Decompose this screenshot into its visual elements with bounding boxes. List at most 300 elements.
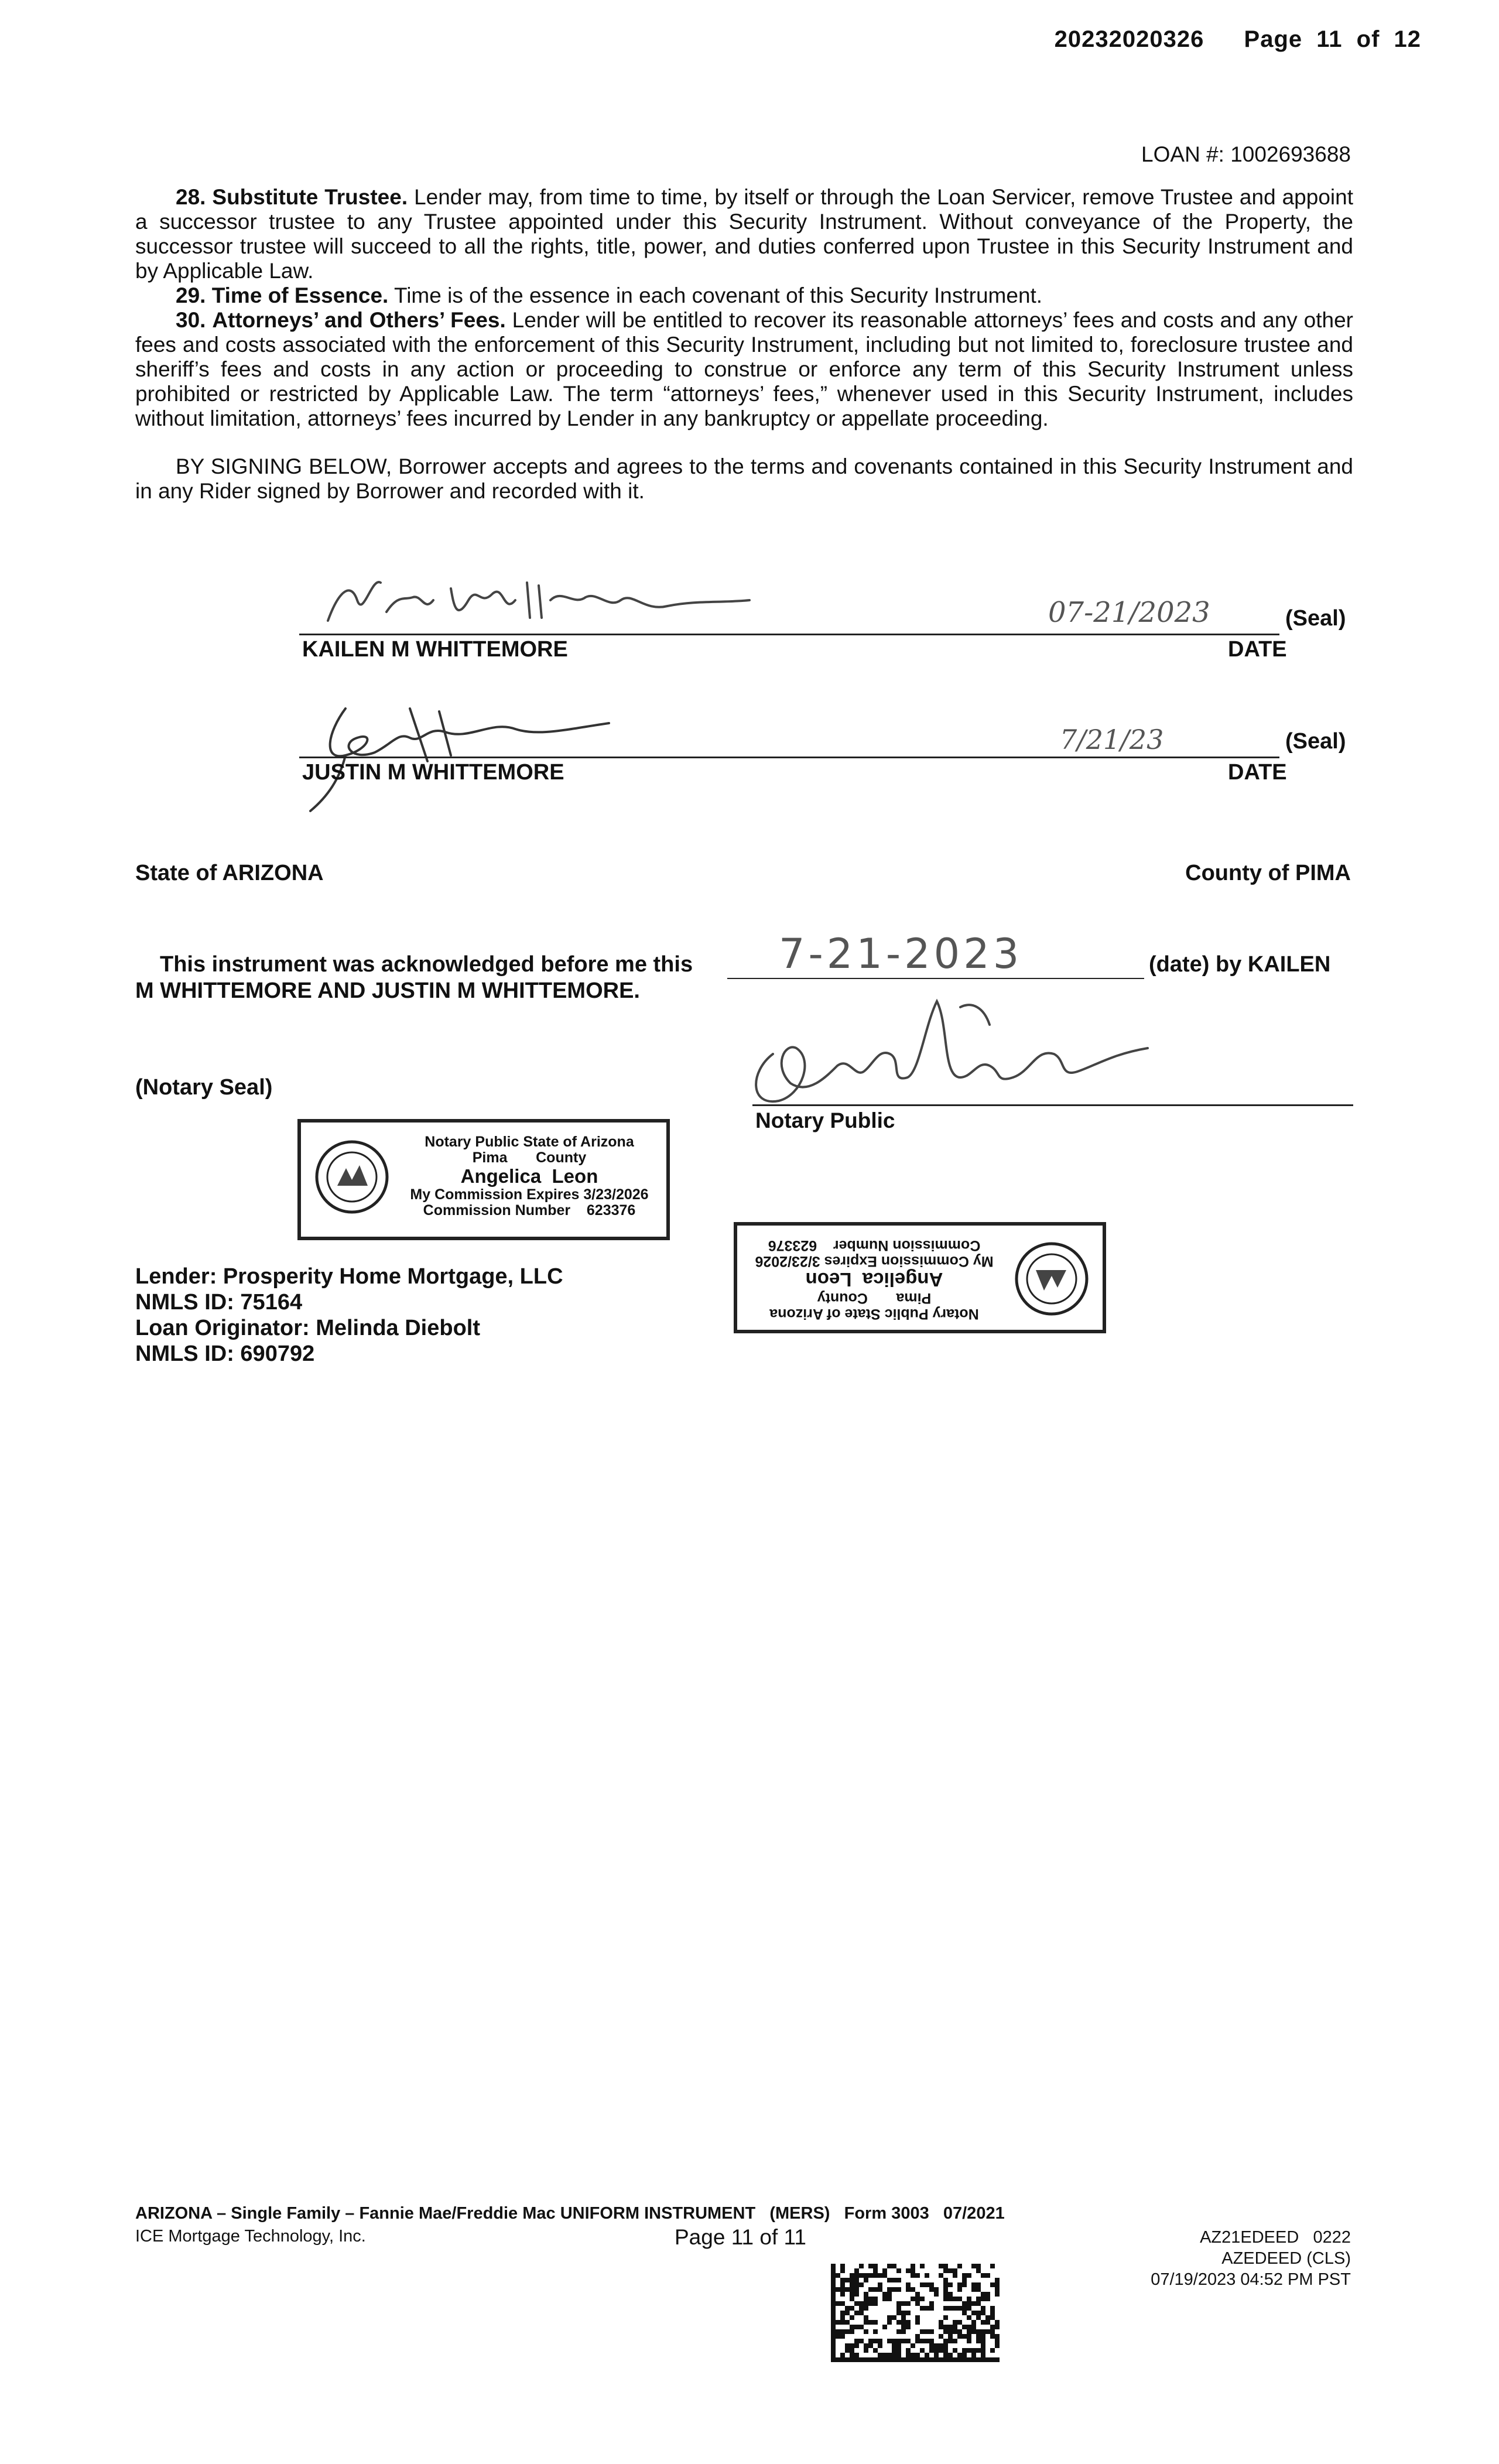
barcode-module [915, 2301, 920, 2306]
barcode-module [976, 2297, 981, 2301]
covenants-block [135, 185, 1353, 504]
stamp-line-4: My Commission Expires 3/23/2026 [410, 1186, 649, 1203]
section-number: 28. [176, 185, 206, 209]
barcode-module [836, 2357, 840, 2362]
stamp-line-2: Pima County [472, 1149, 587, 1166]
barcode-module [953, 2268, 957, 2273]
barcode-module [887, 2297, 892, 2301]
recording-number: 20232020326 [1054, 26, 1204, 52]
barcode-module [929, 2339, 934, 2343]
barcode-module [836, 2329, 840, 2334]
barcode-module [887, 2357, 892, 2362]
stamp-line-5: Commission Number 623376 [768, 1237, 981, 1254]
barcode-module [850, 2278, 854, 2282]
barcode-module [976, 2315, 981, 2320]
stamp-line-3: Angelica Leon [805, 1269, 943, 1291]
barcode-module [840, 2278, 845, 2282]
barcode-module [995, 2278, 1000, 2282]
barcode-module [920, 2306, 925, 2311]
barcode-module [976, 2311, 981, 2315]
originator-nmls: NMLS ID: 690792 [135, 1341, 315, 1366]
barcode-module [831, 2311, 836, 2315]
barcode-module [911, 2357, 915, 2362]
signer1-handwritten-date: 07-21/2023 [1048, 596, 1210, 629]
barcode-module [953, 2320, 957, 2325]
barcode-module [896, 2301, 901, 2306]
barcode-module [985, 2320, 990, 2325]
barcode-module [929, 2306, 934, 2311]
barcode-module [864, 2315, 868, 2320]
barcode-module [995, 2292, 1000, 2297]
barcode-module [854, 2301, 859, 2306]
barcode-module [981, 2329, 985, 2334]
barcode-module [934, 2348, 939, 2353]
signature-kailen [316, 565, 761, 635]
barcode-module [840, 2292, 845, 2297]
barcode-module [948, 2282, 953, 2287]
barcode-module [995, 2339, 1000, 2343]
footer-state: ARIZONA [135, 2204, 213, 2223]
barcode-module [864, 2343, 868, 2348]
barcode-module [850, 2325, 854, 2329]
barcode-module [976, 2329, 981, 2334]
barcode-module [990, 2348, 995, 2353]
barcode-module [836, 2273, 840, 2278]
barcode-module [967, 2306, 971, 2311]
barcode-module [990, 2306, 995, 2311]
barcode-module [943, 2325, 948, 2329]
barcode-module [920, 2348, 925, 2353]
barcode-module [971, 2282, 976, 2287]
footer-timestamp: 07/19/2023 04:52 PM PST [1151, 2270, 1351, 2289]
barcode-module [990, 2315, 995, 2320]
barcode-module [990, 2311, 995, 2315]
barcode-module [990, 2357, 995, 2362]
barcode-module [850, 2297, 854, 2301]
barcode-module [981, 2306, 985, 2311]
barcode-module [864, 2357, 868, 2362]
barcode-module [967, 2357, 971, 2362]
barcode-module [948, 2268, 953, 2273]
barcode-module [831, 2315, 836, 2320]
section-text: Lender will be entitled to recover its reasonable attorneys’ fees and costs and any other fees and costs associated with the enforcement of this Security Instrument, including but not limited to, foreclosure trustee and sheriff’s fees and costs in any action or proceeding to construe or enforce any term of this Security Instrument unless prohibited or restricted by Applicable Law. The term “attorneys’ fees,” whenever used in this Security Instrument, includes without limitation, attorneys’ fees incurred by Lender in any bankruptcy or appellate proceeding. [135, 308, 1354, 430]
signature-line-2 [299, 757, 1279, 758]
barcode-module [943, 2348, 948, 2353]
barcode-module [925, 2306, 929, 2311]
notary-stamp-inverted [734, 1222, 1106, 1333]
barcode-module [957, 2282, 962, 2287]
barcode-module [831, 2282, 836, 2287]
barcode-module [887, 2353, 892, 2357]
barcode-module [915, 2353, 920, 2357]
barcode-module [953, 2273, 957, 2278]
barcode-module [868, 2301, 873, 2306]
barcode-module [976, 2357, 981, 2362]
barcode-module [864, 2297, 868, 2301]
barcode-module [878, 2287, 882, 2292]
barcode-module [943, 2343, 948, 2348]
barcode-module [925, 2273, 929, 2278]
barcode-module [967, 2315, 971, 2320]
barcode-module [981, 2320, 985, 2325]
section-number: 30. [176, 308, 206, 332]
barcode-module [831, 2268, 836, 2273]
barcode-module [915, 2292, 920, 2297]
barcode-module [840, 2268, 845, 2273]
barcode-module [995, 2343, 1000, 2348]
barcode-module [981, 2357, 985, 2362]
barcode-module [854, 2273, 859, 2278]
barcode-module [943, 2339, 948, 2343]
loan-number: LOAN #: 1002693688 [1141, 142, 1351, 166]
barcode-module [901, 2357, 906, 2362]
barcode-module [840, 2287, 845, 2292]
barcode-module [953, 2297, 957, 2301]
barcode-module [971, 2301, 976, 2306]
barcode-module [906, 2357, 911, 2362]
barcode-module [943, 2329, 948, 2334]
barcode-module [971, 2329, 976, 2334]
barcode-module [873, 2320, 878, 2325]
barcode-module [864, 2292, 868, 2297]
barcode-module [948, 2329, 953, 2334]
barcode-module [990, 2325, 995, 2329]
barcode-module [878, 2353, 882, 2357]
barcode-module [911, 2273, 915, 2278]
barcode-module [859, 2282, 864, 2287]
barcode-module [934, 2343, 939, 2348]
barcode-module [892, 2348, 896, 2353]
barcode-module [878, 2339, 882, 2343]
barcode-module [967, 2348, 971, 2353]
notary-stamp [297, 1119, 670, 1240]
signer2-handwritten-date: 7/21/23 [1060, 724, 1164, 755]
barcode-module [948, 2357, 953, 2362]
barcode-module [976, 2334, 981, 2339]
barcode-module [948, 2334, 953, 2339]
footer-form-text: – Single Family – Fannie Mae/Freddie Mac UNIFORM INSTRUMENT (MERS) Form 3003 07/2021 [212, 2204, 1005, 2223]
barcode-module [962, 2348, 967, 2353]
barcode-module [831, 2329, 836, 2334]
barcode-module [850, 2329, 854, 2334]
barcode-module [896, 2268, 901, 2273]
barcode-module [920, 2264, 925, 2268]
barcode-module [920, 2339, 925, 2343]
barcode-module [920, 2329, 925, 2334]
barcode-module [864, 2329, 868, 2334]
barcode-module [943, 2287, 948, 2292]
barcode-module [995, 2325, 1000, 2329]
barcode-module [850, 2306, 854, 2311]
barcode-module [896, 2287, 901, 2292]
barcode-module [845, 2343, 850, 2348]
barcode-module [854, 2325, 859, 2329]
barcode-module [896, 2278, 901, 2282]
barcode-module [995, 2320, 1000, 2325]
barcode-module [840, 2353, 845, 2357]
barcode-module [929, 2343, 934, 2348]
barcode-module [831, 2339, 836, 2343]
barcode-module [836, 2301, 840, 2306]
ack-handwritten-date: 7-21-2023 [779, 930, 1023, 978]
barcode-module [854, 2287, 859, 2292]
barcode-module [859, 2301, 864, 2306]
barcode-module [882, 2292, 887, 2297]
stamp-text [395, 1134, 664, 1219]
stamp-line-2: Pima County [817, 1290, 932, 1306]
barcode-icon [830, 2263, 1000, 2363]
barcode-module [915, 2315, 920, 2320]
barcode-module [953, 2348, 957, 2353]
barcode-module [864, 2320, 868, 2325]
barcode-module [873, 2264, 878, 2268]
barcode-module [985, 2273, 990, 2278]
barcode-module [831, 2325, 836, 2329]
barcode-module [868, 2264, 873, 2268]
barcode-module [911, 2287, 915, 2292]
barcode-module [845, 2306, 850, 2311]
barcode-module [850, 2343, 854, 2348]
barcode-module [840, 2357, 845, 2362]
barcode-module [962, 2282, 967, 2287]
arizona-seal-icon [1014, 1241, 1090, 1317]
barcode-module [948, 2306, 953, 2311]
barcode-module [882, 2268, 887, 2273]
barcode-module [934, 2292, 939, 2297]
barcode-module [854, 2311, 859, 2315]
barcode-module [976, 2348, 981, 2353]
barcode-module [868, 2297, 873, 2301]
notary-public-label: Notary Public [755, 1108, 895, 1132]
barcode-module [901, 2339, 906, 2343]
barcode-module [939, 2357, 943, 2362]
barcode-module [962, 2273, 967, 2278]
barcode-module [957, 2287, 962, 2292]
barcode-module [981, 2334, 985, 2339]
barcode-module [882, 2273, 887, 2278]
barcode-module [971, 2348, 976, 2353]
barcode-module [957, 2306, 962, 2311]
barcode-module [901, 2311, 906, 2315]
barcode-module [990, 2264, 995, 2268]
ack-date-line [727, 978, 1144, 979]
barcode-module [925, 2329, 929, 2334]
barcode-module [896, 2348, 901, 2353]
barcode-module [859, 2339, 864, 2343]
barcode-module [901, 2320, 906, 2325]
barcode-module [859, 2273, 864, 2278]
barcode-module [929, 2282, 934, 2287]
seal-label-1: (Seal) [1285, 606, 1346, 631]
barcode-module [967, 2325, 971, 2329]
barcode-module [925, 2339, 929, 2343]
barcode-module [845, 2278, 850, 2282]
barcode-module [957, 2357, 962, 2362]
notary-signature-line [752, 1104, 1353, 1106]
barcode-module [971, 2325, 976, 2329]
barcode-module [962, 2353, 967, 2357]
barcode-module [892, 2343, 896, 2348]
barcode-module [831, 2334, 836, 2339]
barcode-module [854, 2357, 859, 2362]
barcode-module [967, 2329, 971, 2334]
arizona-seal-icon [314, 1139, 390, 1215]
barcode-module [840, 2320, 845, 2325]
barcode-module [953, 2329, 957, 2334]
barcode-module [854, 2343, 859, 2348]
barcode-module [892, 2353, 896, 2357]
barcode-module [854, 2268, 859, 2273]
barcode-module [985, 2292, 990, 2297]
barcode-module [887, 2264, 892, 2268]
section-heading: Time of Essence. [211, 283, 389, 307]
barcode-module [868, 2287, 873, 2292]
barcode-module [850, 2353, 854, 2357]
barcode-module [953, 2306, 957, 2311]
barcode-module [929, 2329, 934, 2334]
barcode-module [925, 2282, 929, 2287]
barcode-module [995, 2287, 1000, 2292]
stamp-line-4: My Commission Expires 3/23/2026 [755, 1253, 994, 1269]
barcode-module [831, 2292, 836, 2297]
barcode-module [850, 2348, 854, 2353]
barcode-module [873, 2357, 878, 2362]
barcode-module [868, 2343, 873, 2348]
barcode-module [864, 2301, 868, 2306]
barcode-module [906, 2353, 911, 2357]
barcode-module [882, 2297, 887, 2301]
barcode-module [873, 2287, 878, 2292]
barcode-module [831, 2278, 836, 2282]
barcode-module [845, 2287, 850, 2292]
barcode-module [943, 2264, 948, 2268]
barcode-module [948, 2297, 953, 2301]
barcode-module [896, 2343, 901, 2348]
barcode-module [859, 2264, 864, 2268]
signature-line-1 [299, 634, 1279, 635]
barcode-module [943, 2315, 948, 2320]
barcode-module [845, 2311, 850, 2315]
barcode-module [943, 2282, 948, 2287]
barcode-module [911, 2264, 915, 2268]
footer-code-1: AZ21EDEED 0222 [1200, 2228, 1351, 2247]
barcode-module [943, 2278, 948, 2282]
barcode-module [854, 2292, 859, 2297]
signer1-name: KAILEN M WHITTEMORE [302, 637, 568, 662]
barcode-module [882, 2357, 887, 2362]
originator-name: Loan Originator: Melinda Diebolt [135, 1316, 480, 1340]
barcode-module [873, 2339, 878, 2343]
barcode-module [896, 2320, 901, 2325]
section-30 [135, 308, 1353, 431]
barcode-module [873, 2301, 878, 2306]
page-indicator: Page 11 of 12 [1244, 26, 1421, 52]
barcode-module [981, 2348, 985, 2353]
stamp-line-1: Notary Public State of Arizona [425, 1134, 634, 1150]
barcode-module [948, 2353, 953, 2357]
notary-seal-label: (Notary Seal) [135, 1075, 273, 1100]
barcode-module [967, 2273, 971, 2278]
signature-justin [293, 697, 621, 814]
barcode-module [953, 2325, 957, 2329]
barcode-module [840, 2282, 845, 2287]
seal-label-2: (Seal) [1285, 729, 1346, 754]
barcode-module [967, 2297, 971, 2301]
footer-vendor: ICE Mortgage Technology, Inc. [135, 2227, 366, 2246]
barcode-module [915, 2297, 920, 2301]
barcode-module [887, 2320, 892, 2325]
barcode-module [840, 2301, 845, 2306]
barcode-module [911, 2343, 915, 2348]
barcode-module [957, 2353, 962, 2357]
barcode-module [990, 2282, 995, 2287]
barcode-module [962, 2334, 967, 2339]
barcode-module [864, 2278, 868, 2282]
barcode-module [901, 2325, 906, 2329]
barcode-module [854, 2353, 859, 2357]
barcode-module [971, 2287, 976, 2292]
barcode-module [831, 2353, 836, 2357]
barcode-module [845, 2357, 850, 2362]
barcode-module [850, 2287, 854, 2292]
signer1-date-label: DATE [1228, 637, 1287, 662]
footer-code-2: AZEDEED (CLS) [1221, 2249, 1351, 2268]
barcode-module [840, 2311, 845, 2315]
barcode-module [962, 2325, 967, 2329]
barcode-module [957, 2264, 962, 2268]
barcode-module [906, 2268, 911, 2273]
barcode-module [985, 2329, 990, 2334]
barcode-module [915, 2357, 920, 2362]
barcode-module [995, 2357, 1000, 2362]
barcode-module [831, 2264, 836, 2268]
signer2-date-label: DATE [1228, 760, 1287, 785]
barcode-module [948, 2292, 953, 2297]
stamp-line-3: Angelica Leon [460, 1165, 598, 1187]
barcode-module [892, 2278, 896, 2282]
barcode-module [836, 2320, 840, 2325]
barcode-module [976, 2339, 981, 2343]
barcode-module [985, 2297, 990, 2301]
barcode-module [948, 2339, 953, 2343]
barcode-module [962, 2306, 967, 2311]
notary-county: County of PIMA [1185, 861, 1351, 885]
barcode-module [882, 2353, 887, 2357]
barcode-module [896, 2353, 901, 2357]
barcode-module [920, 2357, 925, 2362]
barcode-module [836, 2334, 840, 2339]
barcode-module [981, 2311, 985, 2315]
section-heading: Attorneys’ and Others’ Fees. [212, 308, 506, 332]
section-29 [135, 283, 1353, 308]
barcode-module [985, 2315, 990, 2320]
barcode-module [859, 2306, 864, 2311]
barcode-module [840, 2334, 845, 2339]
barcode-module [831, 2297, 836, 2301]
barcode-module [995, 2282, 1000, 2287]
barcode-module [836, 2287, 840, 2292]
barcode-module [971, 2357, 976, 2362]
barcode-module [929, 2287, 934, 2292]
barcode-module [943, 2297, 948, 2301]
barcode-module [854, 2278, 859, 2282]
barcode-module [976, 2268, 981, 2273]
barcode-module [981, 2343, 985, 2348]
barcode-module [831, 2287, 836, 2292]
barcode-module [948, 2325, 953, 2329]
barcode-module [892, 2357, 896, 2362]
signing-statement: BY SIGNING BELOW, Borrower accepts and agrees to the terms and covenants contained in this Security Instrument and in any Rider signed by Borrower and recorded with it. [135, 454, 1353, 503]
